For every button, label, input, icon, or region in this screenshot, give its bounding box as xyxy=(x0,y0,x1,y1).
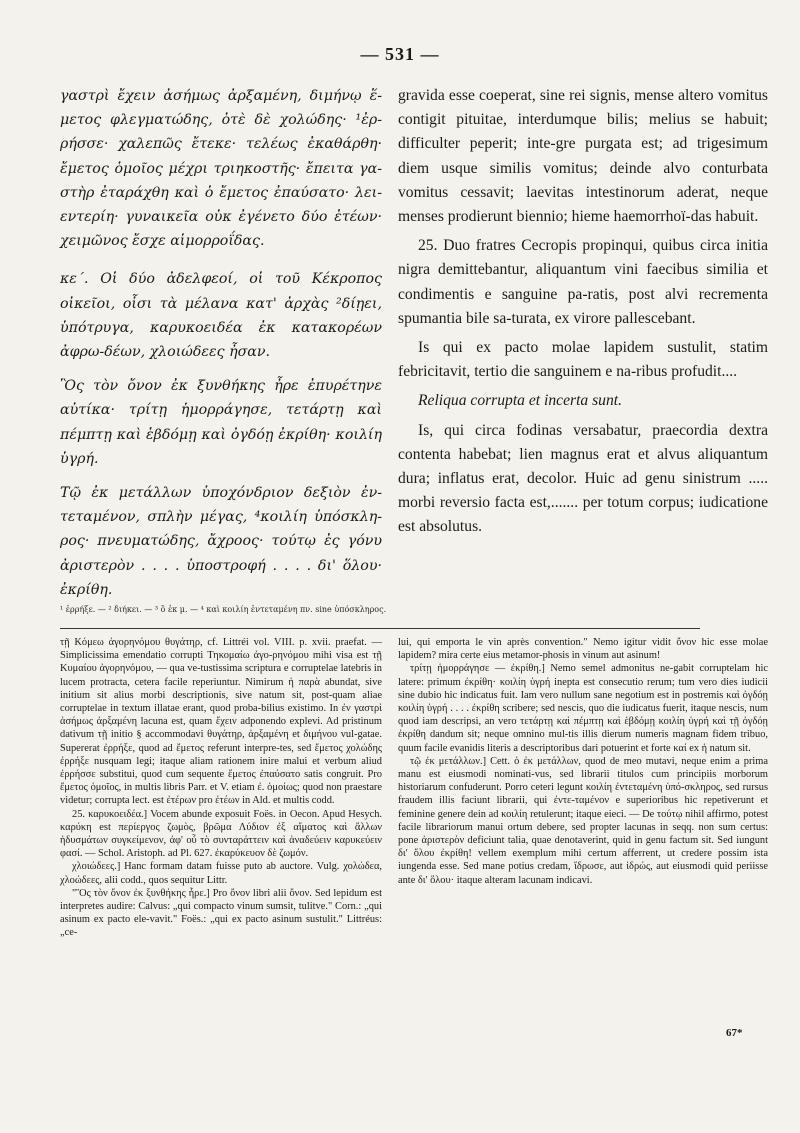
latin-paragraph: Is qui ex pacto molae lapidem sustulit, statim febricitavit, tertio die sanguinem e na-ribus profudit.... xyxy=(398,339,768,381)
latin-paragraph: Is, qui circa fodinas versabatur, praecordia dextra contenta habebat; lien magnus erat et alvus aliquantum dura; inflatus erat, decolor. Huic ad genu sinistrum ..... morbi reversio facta est,....... per totum corpus; iudicatione est absolutus. xyxy=(398,421,768,536)
greek-column xyxy=(60,84,382,612)
greek-paragraph: Ὃς τὸν ὄνον ἐκ ξυνθήκης ἦρε ἐπυρέτηνε αὐτίκα· τρίτῃ ἡμορράγησε, τετάρτῃ καὶ πέμπτῃ καὶ ἑβδόμῃ καὶ ὀγδόῃ ἐκρίθη· κοιλίη ὑγρή. xyxy=(60,378,382,467)
greek-paragraph: κε΄. Οἱ δύο ἀδελφεοί, οἱ τοῦ Κέκροπος οἰκεῖοι, οἷσι τὰ μέλανα κατ' ἀρχὰς ²δίῃει, ὑπότρυγα, καρυκοειδέα ἐκ κατακορέων ἀφρω-δέων, χλοιώδεες ἦσαν. xyxy=(60,271,382,361)
latin-paragraph: gravida esse coeperat, sine rei signis, mense altero vomitus contigit pituitae, interdumque bilis; melius se habuit; difficulter peperit; inte-gre purgata est; ad trigesimum diem usque similis vomitus; deinde alvo conturbata vomitus cessavit; laevitas intestinorum aderat, neque menses prodierunt biennio; hieme haemorrhoï-das habuit. xyxy=(398,87,768,226)
footnotes: ¹ ἐρρήξε. — ² διήκει. — ³ ὃ ἐκ μ. — ⁴ καὶ κοιλίη ἐντεταμένη πν. sine ὑπόσκληρος. xyxy=(60,605,387,614)
greek-paragraph: Τῷ ἐκ μετάλλων ὑποχόνδριον δεξιὸν ἐν-τεταμένον, σπλὴν μέγας, ⁴κοιλίη ὑπόσκλη-ρος· πνευματώδης, ἄχροος· τούτῳ ἐς γόνυ ἀριστερὸν . . . . ὑποστροφή . . . . δι' ὅλου· ἐκρίθη. xyxy=(60,485,382,598)
note-paragraph: χλοιώδεες.] Hanc formam datam fuisse puto ab auctore. Vulg. χολώδεα, χλοώδεες, alii codd., quos sequitur Littr. xyxy=(60,861,382,886)
latin-column xyxy=(398,84,768,545)
greek-paragraph: γαστρὶ ἔχειν ἀσήμως ἀρξαμένη, διμήνῳ ἕ-μετος φλεγματώδης, ὁτὲ δὲ χολώδης· ¹ἐρ-ρήσσε· χαλεπῶς ἔτεκε· τελέως ἐκαθάρθη· ἔμετος ὁμοῖος μέχρι τριηκοστῆς· ἔπειτα γα-στὴρ ἐταράχθη καὶ ὁ ἔμετος ἐπαύσατο· λει-εντερίη· γυναικεῖα οὐκ ἐγένετο δύο ἐτέων· χειμῶνος ἔσχε αἱμορροΐδας. xyxy=(60,88,382,250)
latin-paragraph: 25. Duo fratres Cecropis propinqui, quibus circa initia nigra demittebantur, aliquantum vini faecibus similia et condimentis e sanguine pa-ratis, post alvi recrementa spumantia bile sa-turata, ex virore pallescebant. xyxy=(398,237,768,327)
latin-heading: Reliqua corrupta et incerta sunt. xyxy=(418,392,622,410)
signature-mark: 67* xyxy=(726,1027,743,1039)
page-number: — 531 — xyxy=(360,44,440,64)
note-paragraph: τρίτῃ ἡμορράγησε — ἐκρίθη.] Nemo semel admonitus ne-gabit corruptelam hic latere: primum ἐκρίθη· κοιλίη ὑγρή inepta est consecutio rerum; tum vero dies iudicii sine dubio hic indicatus fuit. Iam vero nullum sane negotium est in postremis καὶ ὀγδόῃ κοιλίη ὑγρή . . . . ἐκρίθη scribere; sed nescis, quo die iudicatus fuerit, itaque nescis, num quod iam descripsi, an vero τετάρτῃ καὶ πέμπτῃ καὶ ἑβδόμῃ κοιλίη ὑγρή καὶ τῇ ὀγδόῃ ἐκρίθη dandum sit; neque omnino mul-tis illis dierum numeris magnam fidem tribuo, quum facile evanidis literis a descriptoribus dari potuerint et forte καί ex ἡ natum sit. xyxy=(398,663,768,754)
notes-left-column xyxy=(60,636,382,940)
note-paragraph: lui, qui emporta le vin après convention." Nemo igitur vidit ὄνον hic esse molae lapidem? mira certe eius metamor-phosis in vinum aut asinum! xyxy=(398,637,768,662)
notes-right-column xyxy=(398,636,768,887)
note-paragraph: τῷ ἐκ μετάλλων.] Cett. ὁ ἐκ μετάλλων, quod de meo mutavi, neque enim a prima manu est eiusmodi nominati-vus, sed librarii titulos cum principiis morborum historiarum confuderunt. Porro ceteri legunt κοιλίη ἐντεταμένη ὑπό-σκληρος, sed rursus fraudem illis faciunt librarii, qui ἐντε-ταμένον e superioribus hic repetiverunt et feminine genere dein ad κοιλίη retulerunt; itaque eieci. — De τούτῳ nihil affirmo, potest facile librariorum manui ortum debere, sed propter lacunas in seqq. non sum certus: pone ἀριστερὸν deficiunt talia, quae denotaverint, quid in genu factum sit. Sed iungunt δι' ὅλου ἐκρίθη! vellem exemplum mihi certum afferrent, ut credere possim ista iungenda esse. Sed mane potius credam, ἴδρωσε, aut ἱδρώς, aut eiusmodi quid periisse ante δι' ὅλου· itaque alteram lacunam indicavi. xyxy=(398,755,768,886)
note-paragraph: τῇ Κόμεω ἀγορηνόμου θυγάτηρ, cf. Littréi vol. VIII. p. xvii. praefat. — Simplicissima emendatio corrupti Τηκομαίω ἀγο-ρηνόμου mihi visa est τῇ Κυμαίου ἀγορηνόμου, — qua ve-tustissima scriptura e corruptelae latebris in lucem protracta, cetera facile reperiuntur. Nimirum ἡ παρὰ abundat, sive initium sit alius morbi descriptionis, sive natum sit, post-quam aliae corruptelae in textum illatae erant, quod proba-bilius existimo. In ἐν γαστρὶ ἀσήμως ἀρξαμένη lacuna est, quam ἔχειν adponendo explevi. Ad pristinum dativum τῇ initio § accommodavi θυγάτηρ, ἀρξαμένη et διμήνου vul-gatae. Supererat ἐρρήξε, quod ad ἔμετος referunt interpre-tes, sed ἔμετος χολώδης ἐρρήξε nusquam legi; itaque aliam rationem inire malui et verbum aliud ἐρρήσσε substitui, quod cum sequente ἔμετος ἐπαύσατο satis congruit. Pro ἔμετος ὁμοῖος, in multis libris Parr. et V. etiam ἐ. ὁμοίως; quod non praestare videtur; corrupta lect. est ἐτέρων pro ἐτέων in Ald. et multis codd. xyxy=(60,637,382,807)
note-paragraph: "Ὃς τὸν ὄνον ἐκ ξυνθήκης ἦρε.] Pro ὄνον libri alii ὄνον. Sed lepidum est interpretes audire: Calvus: „qui compacto vinum sumsit, tulitve." Corn.: „qui asinum ex pacto ele-vavit." Foës.: „qui ex pacto asinum sustulit." Littréus: „ce- xyxy=(60,887,382,939)
divider xyxy=(60,628,700,629)
note-paragraph: 25. καρυκοειδέα.] Vocem abunde exposuit Foës. in Oecon. Apud Hesych. καρύκη est περίεργος ζωμὸς, βρῶμα Λύδιον ἐξ αἵματος καὶ ἄλλων ἡδυσμάτων συγκείμενον, ἀφ' οὗ τὸ συνταράττειν καὶ ἀναδεύειν καρυκεύειν φασί. — Schol. Aristoph. ad Pl. 627. ἐκαρύκευον δὲ ζωμόν. xyxy=(60,808,382,860)
